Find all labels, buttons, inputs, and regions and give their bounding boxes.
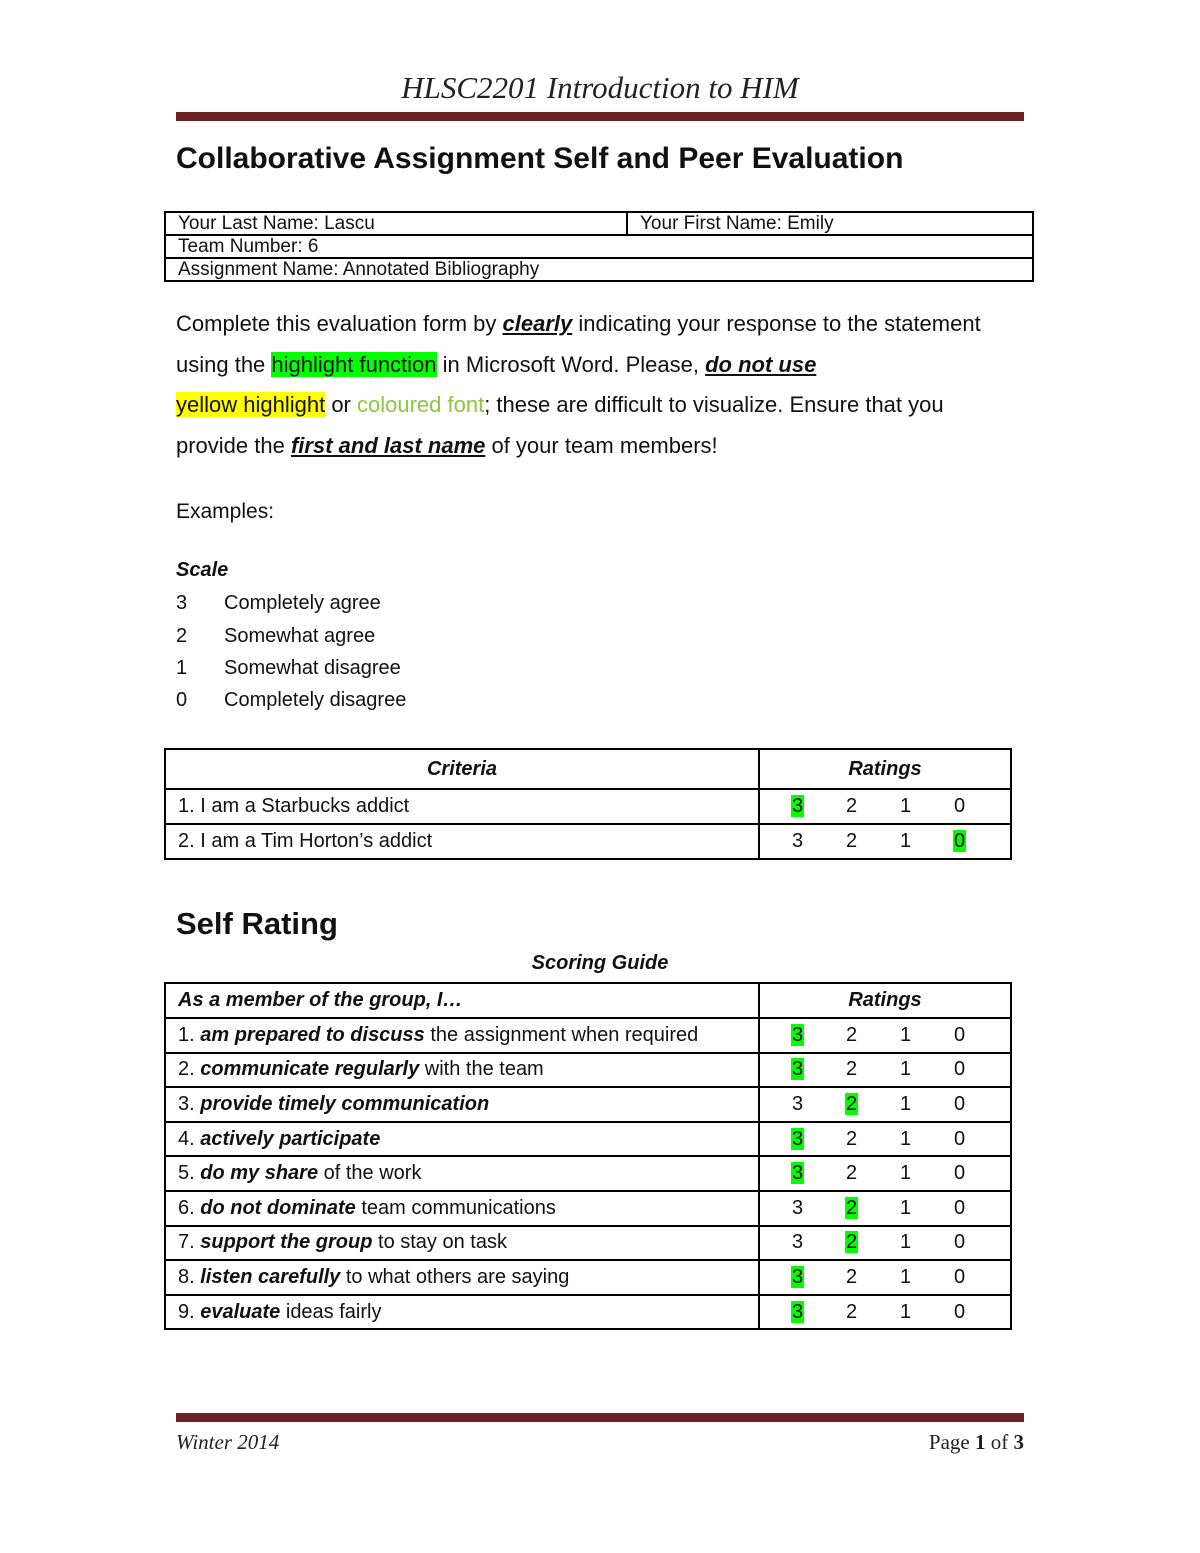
self-rating-criterion (165, 1122, 759, 1157)
self-rating-criterion (165, 1191, 759, 1226)
instr-yellow-highlight: yellow highlight (176, 392, 326, 417)
rating-option[interactable] (899, 1162, 953, 1185)
instr-text: of your team members! (485, 432, 718, 458)
criterion-rest: the assignment when required (424, 1023, 699, 1046)
rating-option[interactable] (845, 1162, 899, 1185)
rating-value: 1 (900, 1127, 912, 1150)
rating-value: 1 (900, 1023, 912, 1046)
rating-value: 2 (846, 1265, 858, 1288)
scale-label: Completely disagree (224, 689, 407, 711)
rating-option[interactable] (845, 795, 899, 818)
self-rating-row (165, 1260, 1011, 1295)
rating-option[interactable] (899, 830, 953, 853)
criterion-num: 6. (178, 1196, 201, 1219)
rating-value: 2 (846, 830, 858, 852)
team-number-cell: Team Number: 6 (165, 235, 1033, 258)
rating-option[interactable] (845, 1058, 899, 1081)
rating-option[interactable] (845, 1231, 899, 1254)
rating-option[interactable] (899, 1058, 953, 1081)
self-rating-row (165, 1191, 1011, 1226)
rating-value: 1 (900, 1196, 912, 1219)
instructions-paragraph (176, 304, 1016, 466)
self-rating-criterion (165, 1156, 759, 1191)
rating-option[interactable] (899, 1197, 953, 1220)
rating-options (759, 789, 1011, 824)
self-rating-row (165, 1226, 1011, 1261)
scale-title: Scale (176, 559, 229, 581)
rating-value: 1 (900, 1300, 912, 1323)
rating-value: 2 (846, 1023, 858, 1046)
self-rating-criterion (165, 1260, 759, 1295)
criterion-num: 8. (178, 1265, 201, 1288)
rating-value: 2 (846, 1127, 858, 1150)
rating-options (759, 1295, 1011, 1330)
rating-option[interactable] (791, 830, 845, 853)
instr-emphasis-do-not-use: do not use (705, 351, 817, 377)
self-rating-table (164, 982, 1012, 1330)
scale-number: 3 (176, 592, 188, 614)
rating-options (759, 824, 1011, 859)
rating-value: 3 (792, 1196, 804, 1219)
scale-label: Somewhat disagree (224, 657, 401, 679)
rating-value: 2 (846, 1300, 858, 1323)
instr-text: in Microsoft Word. Please, (436, 351, 706, 377)
rating-option[interactable] (953, 1024, 1007, 1047)
rating-option[interactable] (899, 1093, 953, 1116)
criterion-rest: of the work (318, 1162, 422, 1185)
rating-options (759, 1226, 1011, 1261)
instr-text: ; these are difficult to visualize. Ensure that you provide the (176, 392, 944, 458)
instr-emphasis-first-last-name: first and last name (290, 432, 486, 458)
rating-option[interactable] (845, 1266, 899, 1289)
self-rating-criterion (165, 1295, 759, 1330)
rating-value: 2 (846, 1058, 858, 1081)
self-rating-row (165, 1122, 1011, 1157)
criterion-num: 9. (178, 1300, 201, 1323)
criterion-num: 7. (178, 1231, 201, 1254)
criterion-bold: support the group (200, 1231, 373, 1254)
criterion-rest: to stay on task (372, 1231, 507, 1254)
rating-value: 0 (954, 795, 966, 817)
rating-options (759, 1018, 1011, 1053)
criterion-bold: am prepared to discuss (200, 1023, 425, 1046)
rating-value: 0 (954, 1023, 966, 1046)
page-title: Collaborative Assignment Self and Peer Evaluation (176, 142, 904, 175)
footer-rule (176, 1413, 1024, 1422)
rating-value: 3 (792, 1127, 804, 1150)
self-rating-criterion (165, 1226, 759, 1261)
rating-option[interactable] (899, 1266, 953, 1289)
rating-value: 0 (954, 1162, 966, 1185)
rating-value: 0 (954, 1127, 966, 1150)
rating-value: 2 (846, 1231, 858, 1254)
rating-value: 0 (954, 1300, 966, 1323)
rating-option[interactable] (845, 1024, 899, 1047)
rating-value: 0 (954, 1092, 966, 1115)
rating-value: 3 (792, 1058, 804, 1081)
rating-option[interactable] (791, 1162, 845, 1185)
rating-option[interactable] (791, 795, 845, 818)
rating-value: 1 (900, 1058, 912, 1081)
rating-value: 2 (846, 1162, 858, 1185)
rating-option[interactable] (953, 1301, 1007, 1324)
rating-value: 3 (792, 795, 804, 817)
rating-option[interactable] (953, 1093, 1007, 1116)
scale-label: Somewhat agree (224, 625, 376, 647)
criterion-rest: ideas fairly (280, 1300, 382, 1323)
rating-option[interactable] (953, 795, 1007, 818)
scale-number: 0 (176, 689, 188, 711)
self-rating-row (165, 1053, 1011, 1088)
rating-option[interactable] (899, 795, 953, 818)
criterion-bold: do not dominate (200, 1196, 356, 1219)
rating-value: 0 (954, 1058, 966, 1081)
footer-term: Winter 2014 (176, 1430, 280, 1454)
self-rating-criterion (165, 1053, 759, 1088)
instr-coloured-font: coloured font (357, 392, 485, 417)
rating-value: 1 (900, 1265, 912, 1288)
scale-item (176, 592, 381, 615)
rating-option[interactable] (845, 1128, 899, 1151)
rating-option[interactable] (845, 830, 899, 853)
self-rating-title: Self Rating (176, 906, 338, 941)
rating-option[interactable] (899, 1301, 953, 1324)
criterion-num: 5. (178, 1162, 201, 1185)
scale-number: 2 (176, 625, 188, 647)
self-rating-header: As a member of the group, I… (165, 983, 759, 1018)
rating-option[interactable] (953, 1128, 1007, 1151)
rating-option[interactable] (791, 1266, 845, 1289)
criterion-bold: communicate regularly (200, 1058, 420, 1081)
rating-value: 1 (900, 1092, 912, 1115)
rating-options (759, 1087, 1011, 1122)
rating-option[interactable] (791, 1231, 845, 1254)
page-total: 3 (1013, 1430, 1024, 1454)
rating-value: 2 (846, 795, 858, 817)
self-rating-criterion (165, 1087, 759, 1122)
rating-option[interactable] (845, 1301, 899, 1324)
course-header: HLSC2201 Introduction to HIM (401, 70, 799, 105)
rating-value: 3 (792, 1231, 804, 1254)
scale-number: 1 (176, 657, 188, 679)
examples-label: Examples: (176, 500, 275, 523)
criterion-bold: evaluate (200, 1300, 281, 1323)
student-info-table (164, 211, 1034, 282)
rating-value: 0 (954, 1265, 966, 1288)
rating-value: 1 (900, 795, 912, 817)
first-name-cell: Your First Name: Emily (627, 212, 1033, 235)
ratings-header: Ratings (759, 749, 1011, 789)
scale-item (176, 657, 401, 680)
rating-value: 1 (900, 830, 912, 852)
criterion-rest: to what others are saying (340, 1265, 570, 1288)
rating-value: 3 (792, 1300, 804, 1323)
header-rule (176, 112, 1024, 121)
rating-options (759, 1053, 1011, 1088)
rating-option[interactable] (953, 1058, 1007, 1081)
rating-option[interactable] (791, 1024, 845, 1047)
example-row-label: 1. I am a Starbucks addict (165, 789, 759, 824)
rating-value: 3 (792, 1265, 804, 1288)
instr-text: Complete this evaluation form by (176, 311, 503, 336)
rating-options (759, 1156, 1011, 1191)
rating-options (759, 1191, 1011, 1226)
rating-option[interactable] (953, 1266, 1007, 1289)
example-row-label: 2. I am a Tim Horton’s addict (165, 824, 759, 859)
rating-value: 1 (900, 1162, 912, 1185)
rating-value: 2 (846, 1092, 858, 1115)
self-rating-row (165, 1156, 1011, 1191)
rating-option[interactable] (953, 830, 1007, 853)
criterion-bold: listen carefully (200, 1265, 341, 1288)
last-name-cell: Your Last Name: Lascu (165, 212, 627, 235)
criterion-rest: with the team (419, 1058, 544, 1081)
page-number (929, 1430, 1024, 1455)
criterion-bold: actively participate (200, 1127, 381, 1150)
rating-option[interactable] (899, 1231, 953, 1254)
scale-item (176, 625, 375, 648)
criterion-num: 1. (178, 1023, 201, 1046)
page-prefix: Page (928, 1430, 975, 1454)
criterion-bold: provide timely communication (200, 1092, 490, 1115)
rating-options (759, 1122, 1011, 1157)
self-rating-row (165, 1018, 1011, 1053)
rating-options (759, 1260, 1011, 1295)
instr-text: indicating your response to the statement using the (176, 311, 981, 377)
self-rating-criterion (165, 1018, 759, 1053)
rating-option[interactable] (899, 1128, 953, 1151)
criterion-rest: team communications (355, 1196, 556, 1219)
assignment-name-cell: Assignment Name: Annotated Bibliography (165, 258, 1033, 281)
example-ratings-table (164, 748, 1012, 860)
criterion-num: 2. (178, 1058, 201, 1081)
rating-option[interactable] (791, 1197, 845, 1220)
rating-value: 0 (954, 1231, 966, 1254)
rating-option[interactable] (791, 1093, 845, 1116)
rating-value: 3 (792, 1092, 804, 1115)
rating-option[interactable] (791, 1058, 845, 1081)
rating-option[interactable] (953, 1162, 1007, 1185)
scale-item (176, 689, 406, 712)
rating-option[interactable] (845, 1197, 899, 1220)
criterion-num: 4. (178, 1127, 201, 1150)
self-rating-row (165, 1087, 1011, 1122)
rating-value: 2 (846, 1196, 858, 1219)
rating-value: 3 (792, 830, 804, 852)
rating-value: 0 (954, 1196, 966, 1219)
rating-option[interactable] (791, 1128, 845, 1151)
rating-value: 3 (792, 1023, 804, 1046)
criterion-bold: do my share (200, 1162, 319, 1185)
scoring-guide-label: Scoring Guide (531, 952, 669, 974)
rating-option[interactable] (791, 1301, 845, 1324)
rating-value: 3 (792, 1162, 804, 1185)
rating-option[interactable] (953, 1231, 1007, 1254)
ratings-header: Ratings (759, 983, 1011, 1018)
instr-emphasis-clearly: clearly (502, 311, 573, 336)
scale-label: Completely agree (224, 592, 381, 614)
criterion-num: 3. (178, 1092, 201, 1115)
rating-option[interactable] (899, 1024, 953, 1047)
criteria-header: Criteria (165, 749, 759, 789)
instr-text: or (325, 392, 357, 417)
page-of: of (985, 1430, 1014, 1454)
rating-value: 0 (954, 830, 966, 852)
page-current: 1 (975, 1430, 986, 1454)
instr-highlight-function: highlight function (271, 351, 437, 377)
rating-option[interactable] (845, 1093, 899, 1116)
self-rating-row (165, 1295, 1011, 1330)
rating-option[interactable] (953, 1197, 1007, 1220)
rating-value: 1 (900, 1231, 912, 1254)
